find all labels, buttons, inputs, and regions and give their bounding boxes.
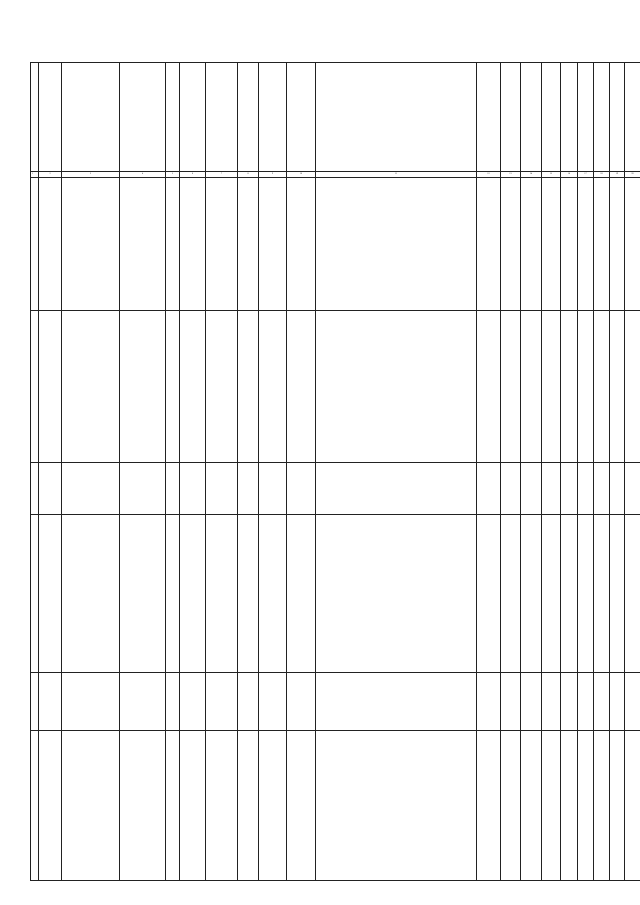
table-cell [62, 515, 120, 673]
table-cell [180, 463, 206, 515]
table-cell [62, 463, 120, 515]
table-cell [594, 178, 610, 311]
table-cell [166, 178, 180, 311]
table-cell [316, 731, 477, 881]
header-cell [287, 63, 316, 172]
table-cell [477, 515, 501, 673]
table-cell [501, 731, 521, 881]
table-cell [521, 515, 542, 673]
column-number: 2 [39, 172, 62, 178]
column-number: 20 [625, 172, 640, 178]
row-number [31, 178, 39, 311]
column-number: 3 [62, 172, 120, 178]
table-cell [610, 731, 625, 881]
table-cell [610, 673, 625, 731]
table-cell [477, 311, 501, 463]
table-cell [594, 731, 610, 881]
header-cell [39, 63, 62, 172]
table-cell [287, 515, 316, 673]
header-cell [501, 63, 521, 172]
table-cell [594, 463, 610, 515]
table-header-row [31, 63, 640, 172]
column-number: 9 [259, 172, 287, 178]
table-cell [561, 178, 578, 311]
table-cell [62, 178, 120, 311]
table-cell [316, 515, 477, 673]
table-cell [206, 178, 238, 311]
table-cell [62, 673, 120, 731]
table-cell [542, 731, 561, 881]
table-cell [120, 463, 166, 515]
table-cell [238, 463, 259, 515]
table-cell [542, 178, 561, 311]
table-cell [120, 178, 166, 311]
header-cell [62, 63, 120, 172]
column-number: 4 [120, 172, 166, 178]
table-cell [206, 731, 238, 881]
table-cell [542, 673, 561, 731]
header-cell [542, 63, 561, 172]
table-cell [287, 311, 316, 463]
header-cell [477, 63, 501, 172]
table-cell [39, 731, 62, 881]
column-number: 6 [180, 172, 206, 178]
header-cell [316, 63, 477, 172]
row-number [31, 463, 39, 515]
table-cell [180, 673, 206, 731]
table-cell [62, 311, 120, 463]
table-cell [180, 731, 206, 881]
table-cell [259, 311, 287, 463]
table-cell [287, 178, 316, 311]
table-cell [610, 178, 625, 311]
header-cell [120, 63, 166, 172]
column-number: 12 [477, 172, 501, 178]
table-cell [521, 463, 542, 515]
header-cell [238, 63, 259, 172]
header-cell [625, 63, 640, 172]
row-number [31, 731, 39, 881]
table-cell [542, 311, 561, 463]
table-cell [238, 731, 259, 881]
header-cell [180, 63, 206, 172]
header-cell [578, 63, 594, 172]
table-cell [578, 311, 594, 463]
table-cell [594, 515, 610, 673]
table-cell [259, 515, 287, 673]
table-row [31, 311, 640, 463]
table-cell [477, 673, 501, 731]
table-cell [625, 311, 640, 463]
table-cell [625, 673, 640, 731]
table-cell [521, 731, 542, 881]
table-row [31, 178, 640, 311]
header-cell [521, 63, 542, 172]
table-cell [259, 673, 287, 731]
table-cell [561, 731, 578, 881]
table-cell [542, 463, 561, 515]
table-cell [625, 178, 640, 311]
row-number [31, 515, 39, 673]
table-cell [238, 673, 259, 731]
table-row [31, 515, 640, 673]
table-cell [610, 463, 625, 515]
table-cell [62, 731, 120, 881]
table-cell [316, 463, 477, 515]
table-cell [39, 673, 62, 731]
table-cell [166, 673, 180, 731]
column-number: 11 [316, 172, 477, 178]
row-number [31, 673, 39, 731]
header-cell [610, 63, 625, 172]
table-cell [561, 515, 578, 673]
column-number: 8 [238, 172, 259, 178]
table-cell [39, 178, 62, 311]
table-cell [166, 731, 180, 881]
column-number: 7 [206, 172, 238, 178]
header-cell [166, 63, 180, 172]
table-cell [238, 515, 259, 673]
table-cell [206, 515, 238, 673]
table-cell [287, 463, 316, 515]
table-cell [259, 178, 287, 311]
table-cell [259, 463, 287, 515]
header-cell [259, 63, 287, 172]
table-cell [578, 463, 594, 515]
table-cell [166, 463, 180, 515]
column-number: 19 [610, 172, 625, 178]
table-cell [477, 178, 501, 311]
table-cell [180, 178, 206, 311]
table-row [31, 463, 640, 515]
table-cell [625, 731, 640, 881]
table-cell [578, 178, 594, 311]
table-cell [316, 311, 477, 463]
table-row [31, 673, 640, 731]
column-number: 5 [166, 172, 180, 178]
table-cell [259, 731, 287, 881]
column-number: 16 [561, 172, 578, 178]
header-cell [31, 63, 39, 172]
table-cell [238, 311, 259, 463]
table-cell [594, 673, 610, 731]
column-number: 18 [594, 172, 610, 178]
registry-table [30, 62, 640, 881]
column-number: 1 [31, 172, 39, 178]
column-number: 10 [287, 172, 316, 178]
column-number: 14 [521, 172, 542, 178]
table-row [31, 731, 640, 881]
table-cell [39, 311, 62, 463]
table-cell [477, 463, 501, 515]
table-cell [610, 311, 625, 463]
table-cell [39, 463, 62, 515]
row-number [31, 311, 39, 463]
table-cell [316, 178, 477, 311]
table-cell [561, 311, 578, 463]
table-cell [120, 731, 166, 881]
table-cell [521, 673, 542, 731]
table-cell [206, 463, 238, 515]
table-cell [166, 311, 180, 463]
table-cell [521, 178, 542, 311]
table-cell [120, 673, 166, 731]
table-cell [578, 515, 594, 673]
table-cell [206, 311, 238, 463]
table-cell [501, 311, 521, 463]
table-cell [625, 515, 640, 673]
header-cell [594, 63, 610, 172]
table-cell [477, 731, 501, 881]
header-cell [561, 63, 578, 172]
table-cell [578, 731, 594, 881]
table-cell [120, 515, 166, 673]
table-cell [180, 311, 206, 463]
table-cell [180, 515, 206, 673]
column-number: 17 [578, 172, 594, 178]
table-cell [120, 311, 166, 463]
table-cell [206, 673, 238, 731]
table-cell [39, 515, 62, 673]
table-cell [501, 515, 521, 673]
table-cell [501, 178, 521, 311]
table-cell [594, 311, 610, 463]
table-cell [287, 673, 316, 731]
table-cell [542, 515, 561, 673]
table-cell [521, 311, 542, 463]
table-cell [578, 673, 594, 731]
table-cell [625, 463, 640, 515]
table-cell [238, 178, 259, 311]
table-cell [316, 673, 477, 731]
table-cell [501, 463, 521, 515]
header-cell [206, 63, 238, 172]
table-cell [501, 673, 521, 731]
table-cell [561, 463, 578, 515]
table-cell [287, 731, 316, 881]
table-cell [166, 515, 180, 673]
column-number: 13 [501, 172, 521, 178]
table-cell [561, 673, 578, 731]
table-cell [610, 515, 625, 673]
column-number: 15 [542, 172, 561, 178]
